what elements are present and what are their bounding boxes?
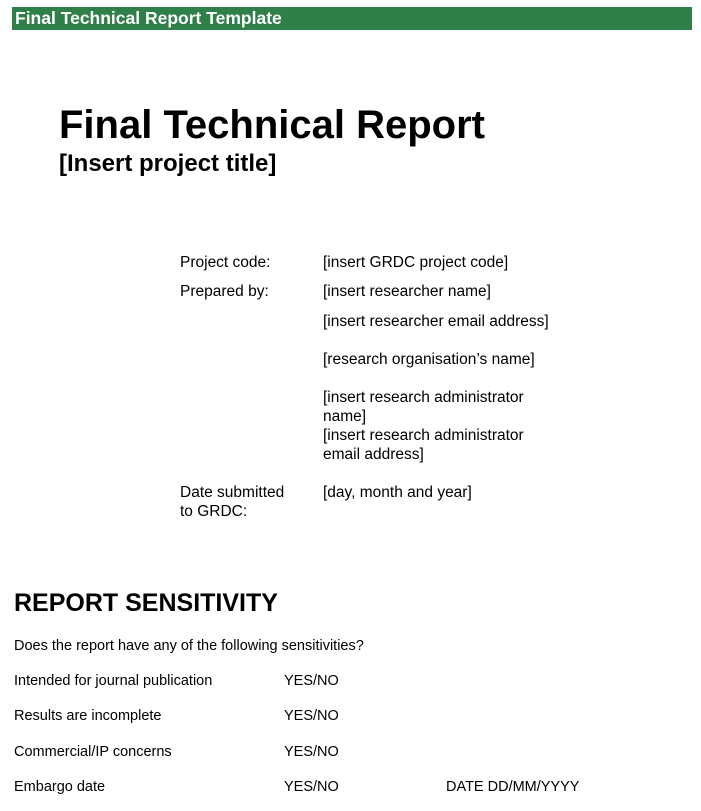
- sensitivity-row: [0, 743, 701, 763]
- project-title-placeholder[interactable]: [Insert project title]: [59, 150, 277, 177]
- researcher-email-field[interactable]: [insert researcher email address]: [323, 313, 549, 330]
- date-submitted-label-line1: Date submitted: [180, 484, 285, 501]
- admin-email-field-line2[interactable]: email address]: [323, 446, 424, 463]
- date-submitted-label-line2: to GRDC:: [180, 503, 248, 520]
- sensitivity-label: Commercial/IP concerns: [14, 744, 172, 760]
- sensitivity-question: Does the report have any of the following sensitivities?: [14, 638, 364, 654]
- template-header-title: Final Technical Report Template: [15, 8, 282, 28]
- admin-name-field-line2[interactable]: name]: [323, 408, 367, 425]
- project-code-label: Project code:: [180, 254, 271, 271]
- sensitivity-label: Embargo date: [14, 779, 106, 795]
- template-header-bar: [12, 7, 692, 30]
- sensitivity-answer[interactable]: YES/NO: [284, 779, 339, 795]
- researcher-name-field[interactable]: [insert researcher name]: [323, 283, 491, 300]
- report-title: Final Technical Report: [59, 103, 485, 147]
- sensitivity-label: Intended for journal publication: [14, 673, 213, 689]
- prepared-by-label: Prepared by:: [180, 283, 269, 300]
- sensitivity-row: [0, 778, 701, 798]
- admin-name-field-line1[interactable]: [insert research administrator: [323, 389, 524, 406]
- organisation-name-field[interactable]: [research organisation’s name]: [323, 351, 535, 368]
- admin-email-field-line1[interactable]: [insert research administrator: [323, 427, 524, 444]
- sensitivity-answer[interactable]: YES/NO: [284, 708, 339, 724]
- sensitivity-answer[interactable]: YES/NO: [284, 673, 339, 689]
- sensitivity-answer[interactable]: YES/NO: [284, 744, 339, 760]
- sensitivity-row: [0, 707, 701, 727]
- sensitivity-row: [0, 672, 701, 692]
- sensitivity-label: Results are incomplete: [14, 708, 162, 724]
- project-code-field[interactable]: [insert GRDC project code]: [323, 254, 509, 271]
- embargo-date-field[interactable]: DATE DD/MM/YYYY: [446, 779, 580, 795]
- date-submitted-field[interactable]: [day, month and year]: [323, 484, 472, 501]
- report-sensitivity-heading: REPORT SENSITIVITY: [14, 589, 278, 617]
